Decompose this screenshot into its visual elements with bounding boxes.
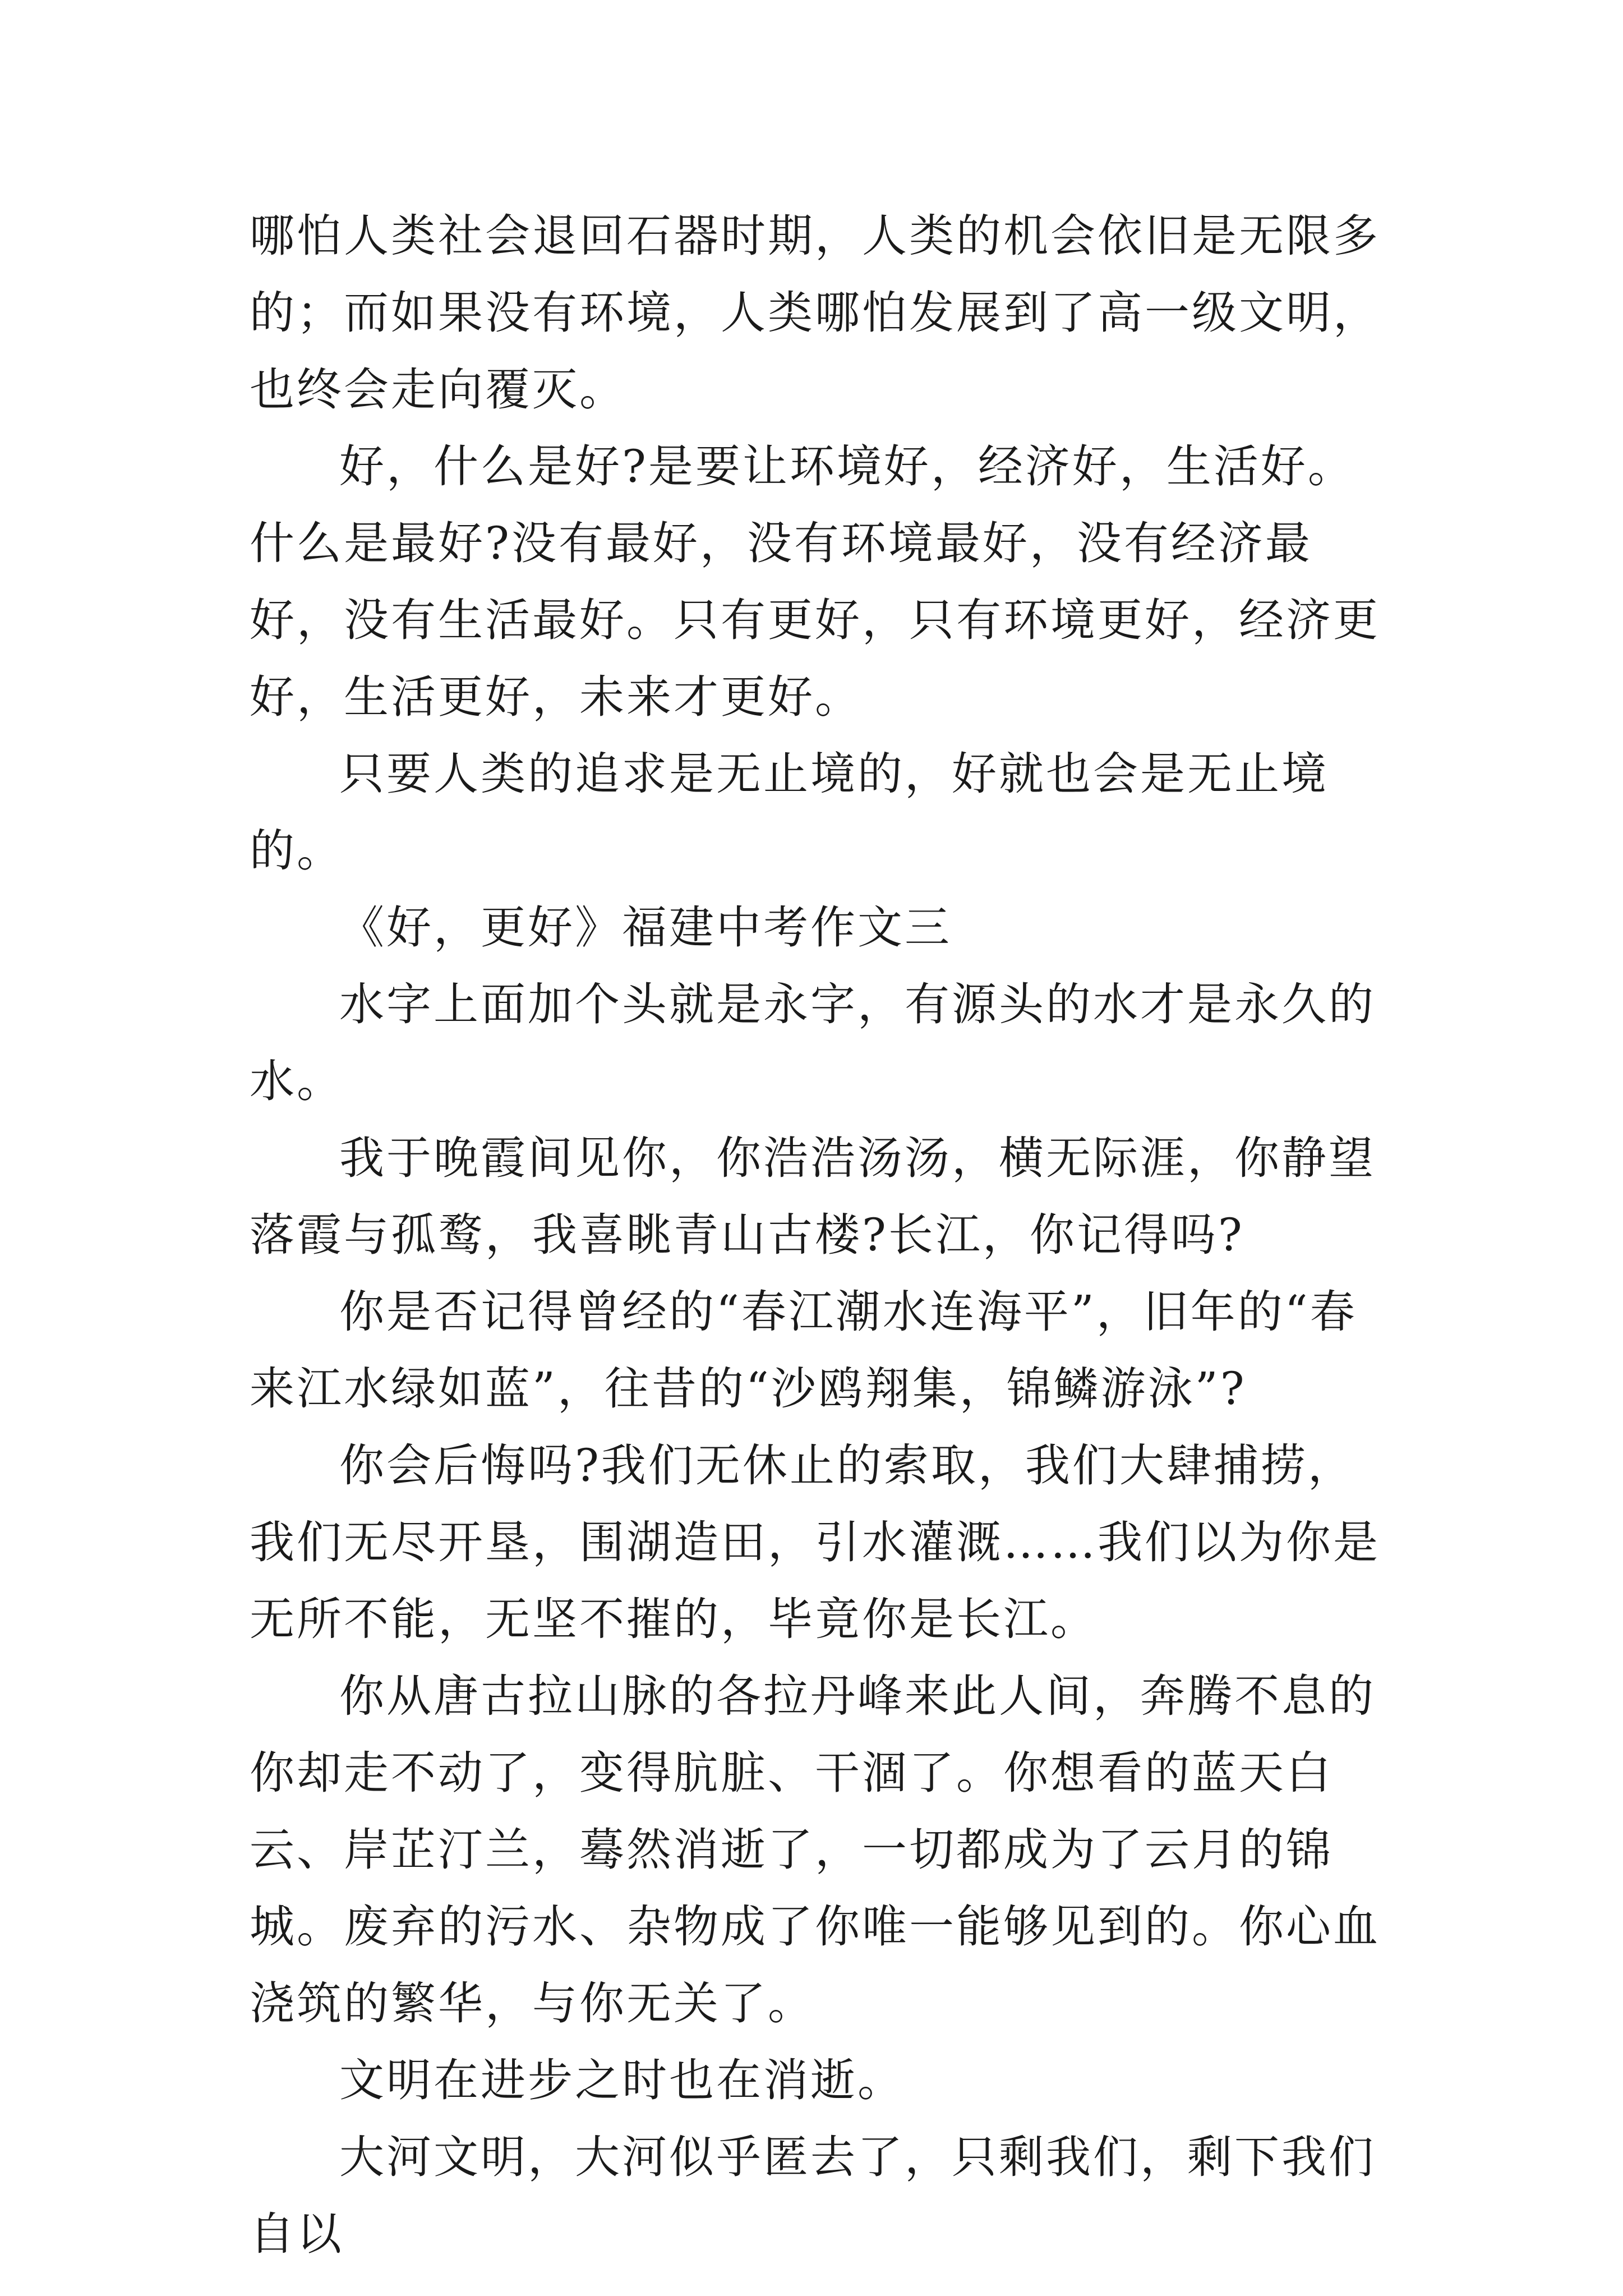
paragraph: 水字上面加个头就是永字，有源头的水才是永久的水。 [250, 978, 1376, 1107]
paragraph: 你会后悔吗?我们无休止的索取，我们大肆捕捞，我们无尽开垦，围湖造田，引水灌溉……我们以为你是无所不能，无坚不摧的，毕竟你是长江。 [250, 1439, 1380, 1645]
paragraph: 只要人类的追求是无止境的，好就也会是无止境的。 [250, 748, 1329, 877]
section-title: 《好，更好》福建中考作文三 [339, 901, 952, 954]
paragraph: 你是否记得曾经的“春江潮水连海平”，旧年的“春来江水绿如蓝”，往昔的“沙鸥翔集，锦鳞游泳”? [250, 1286, 1357, 1415]
paragraph: 哪怕人类社会退回石器时期，人类的机会依旧是无限多的；而如果没有环境，人类哪怕发展到了高一级文明，也终会走向覆灭。 [250, 210, 1380, 416]
paragraph: 你从唐古拉山脉的各拉丹峰来此人间，奔腾不息的你却走不动了，变得肮脏、干涸了。你想看的蓝天白云、岸芷汀兰，蓦然消逝了，一切都成为了云月的锦城。废弃的污水、杂物成了你唯一能够见到的。你心血浇筑的繁华，与你无关了。 [250, 1670, 1380, 2030]
paragraph: 我于晚霞间见你，你浩浩汤汤，横无际涯，你静望落霞与孤鹜，我喜眺青山古楼?长江，你记得吗? [250, 1132, 1376, 1261]
paragraph: 文明在进步之时也在消逝。 [339, 2054, 905, 2106]
paragraph: 好，什么是好?是要让环境好，经济好，生活好。什么是最好?没有最好，没有环境最好，没有经济最好，没有生活最好。只有更好，只有环境更好，经济更好，生活更好，未来才更好。 [250, 440, 1380, 723]
paragraph: 大河文明，大河似乎匿去了，只剩我们，剩下我们自以 [250, 2131, 1376, 2260]
document-body [250, 197, 1399, 2272]
